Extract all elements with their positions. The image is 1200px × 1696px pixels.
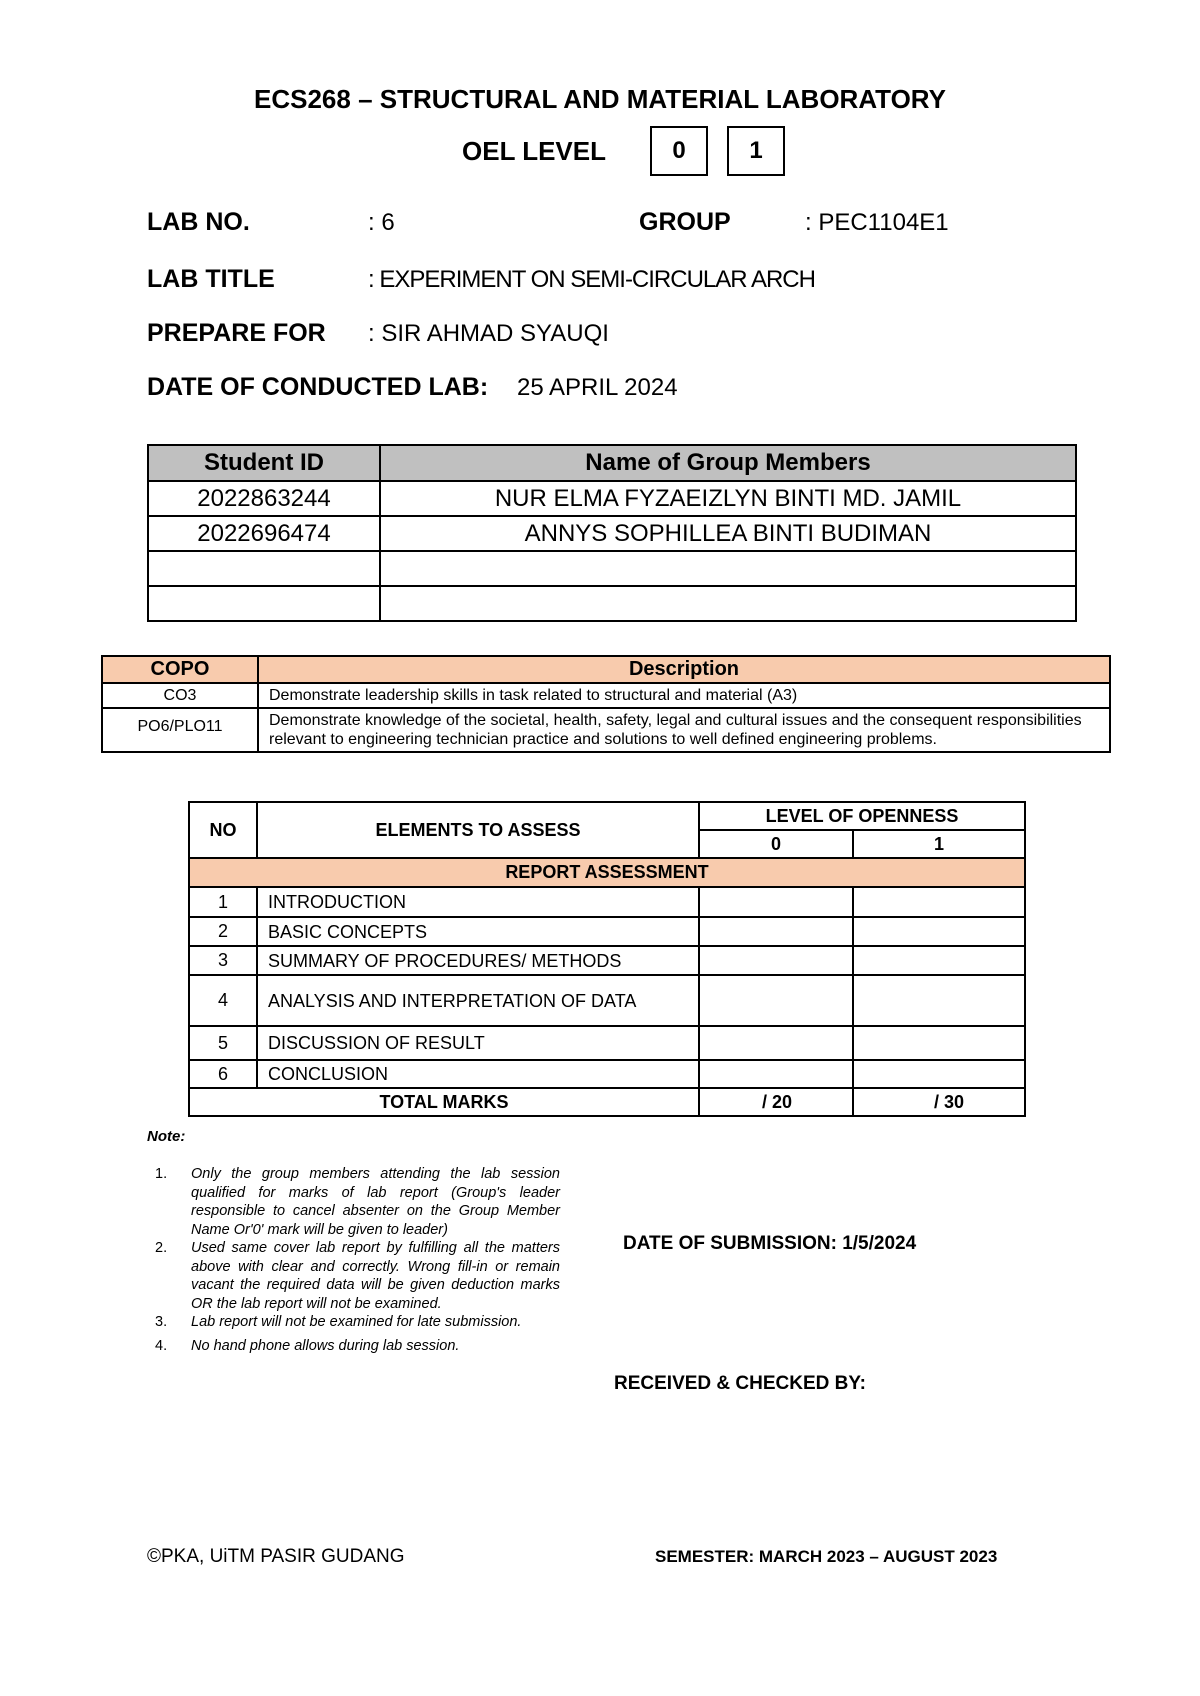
section-row [189,858,1025,887]
footer-copyright: ©PKA, UiTM PASIR GUDANG [147,1546,405,1567]
row-number: 4 [189,975,257,1026]
mark-cell [853,946,1025,975]
lab-no-label: LAB NO. [147,208,250,236]
row-number: 3 [189,946,257,975]
student-id-cell [148,551,380,586]
received-checked-by: RECEIVED & CHECKED BY: [614,1373,866,1394]
oel-level-box-0: 0 [650,126,708,176]
student-id-cell: 2022696474 [148,516,380,551]
copo-header: COPO [102,656,258,683]
group-label: GROUP [639,208,731,236]
lab-title-value: : EXPERIMENT ON SEMI-CIRCULAR ARCH [368,266,815,293]
student-id-cell [148,586,380,621]
list-item [155,1239,560,1313]
copo-description-cell: Demonstrate knowledge of the societal, health, safety, legal and cultural issues and the consequent responsibilities relevant to engineering technician practice and solutions to well defined engineering problems. [258,708,1110,752]
group-value: : PEC1104E1 [805,209,949,236]
total-marks-level-0: / 20 [699,1088,853,1116]
table-header-row [148,445,1076,481]
prepare-for-label: PREPARE FOR [147,319,326,347]
copo-description-cell: Demonstrate leadership skills in task related to structural and material (A3) [258,683,1110,708]
note-label: Note: [147,1128,186,1145]
note-text: Used same cover lab report by fulfilling all the matters above with clear and correctly. Wrong fill-in or remain vacant the required data will be given deduction marks OR the lab report will not be examined. [191,1240,560,1312]
mark-cell [699,1026,853,1060]
mark-cell [699,1060,853,1088]
date-conducted-value: 25 APRIL 2024 [517,374,678,401]
note-number: 2. [155,1240,168,1256]
element-name: ANALYSIS AND INTERPRETATION OF DATA [257,975,699,1026]
openness-header: LEVEL OF OPENNESS [699,802,1025,830]
page-title: ECS268 – STRUCTURAL AND MATERIAL LABORATORY [254,84,946,114]
notes-list [155,1165,560,1355]
mark-cell [853,1060,1025,1088]
row-number: 2 [189,917,257,946]
no-header: NO [189,802,257,858]
oel-level-box-1: 1 [727,126,785,176]
member-name-cell [380,551,1076,586]
mark-cell [699,887,853,917]
table-row [189,887,1025,917]
member-name-cell: ANNYS SOPHILLEA BINTI BUDIMAN [380,516,1076,551]
date-conducted-label: DATE OF CONDUCTED LAB: [147,373,489,401]
total-row [189,1088,1025,1116]
element-name: BASIC CONCEPTS [257,917,699,946]
copo-table [101,655,1111,753]
row-number: 1 [189,887,257,917]
mark-cell [699,946,853,975]
table-row [189,975,1025,1026]
note-number: 4. [155,1337,168,1354]
table-row [189,917,1025,946]
table-row [189,946,1025,975]
total-marks-level-1: / 30 [853,1088,1025,1116]
assessment-table [188,801,1026,1117]
note-text: No hand phone allows during lab session. [191,1337,460,1354]
table-row [102,708,1110,752]
table-row [189,1060,1025,1088]
row-number: 5 [189,1026,257,1060]
mark-cell [853,887,1025,917]
copo-code-cell: PO6/PLO11 [102,708,258,752]
list-item [155,1337,560,1356]
table-row [148,551,1076,586]
note-number: 3. [155,1314,168,1330]
note-text: Only the group members attending the lab session qualified for marks of lab report (Group's leader responsible to cancel absenter on the Group Member Name Or'0' mark will be given to leader) [191,1166,560,1238]
mark-cell [699,917,853,946]
member-name-header: Name of Group Members [380,445,1076,481]
mark-cell [853,917,1025,946]
row-number: 6 [189,1060,257,1088]
copo-code-cell: CO3 [102,683,258,708]
note-number: 1. [155,1166,168,1182]
footer-semester: SEMESTER: MARCH 2023 – AUGUST 2023 [655,1547,998,1566]
student-id-cell: 2022863244 [148,481,380,516]
mark-cell [853,975,1025,1026]
lab-title-label: LAB TITLE [147,265,275,293]
group-members-table [147,444,1077,622]
element-name: DISCUSSION OF RESULT [257,1026,699,1060]
lab-no-value: : 6 [368,209,395,236]
total-marks-label: TOTAL MARKS [189,1088,699,1116]
list-item [155,1313,560,1332]
element-name: INTRODUCTION [257,887,699,917]
table-row [148,586,1076,621]
level-1-header: 1 [853,830,1025,858]
table-row [148,481,1076,516]
note-text: Lab report will not be examined for late submission. [191,1314,522,1330]
member-name-cell [380,586,1076,621]
elements-header: ELEMENTS TO ASSESS [257,802,699,858]
oel-level-label: OEL LEVEL [462,136,606,166]
member-name-cell: NUR ELMA FYZAEIZLYN BINTI MD. JAMIL [380,481,1076,516]
prepare-for-value: : SIR AHMAD SYAUQI [368,320,609,347]
list-item [155,1165,560,1239]
level-0-header: 0 [699,830,853,858]
student-id-header: Student ID [148,445,380,481]
table-header-row [102,656,1110,683]
table-header-row [189,802,1025,830]
table-row [102,683,1110,708]
date-of-submission: DATE OF SUBMISSION: 1/5/2024 [623,1233,917,1254]
table-row [148,516,1076,551]
report-assessment-heading: REPORT ASSESSMENT [189,858,1025,887]
element-name: SUMMARY OF PROCEDURES/ METHODS [257,946,699,975]
table-row [189,1026,1025,1060]
description-header: Description [258,656,1110,683]
mark-cell [699,975,853,1026]
mark-cell [853,1026,1025,1060]
element-name: CONCLUSION [257,1060,699,1088]
